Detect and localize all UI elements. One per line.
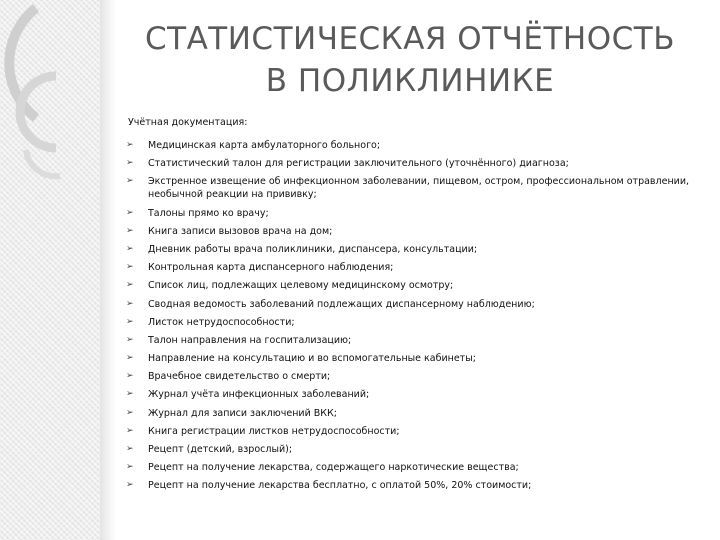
list-item: [126, 261, 711, 274]
list-item-text: Рецепт на получение лекарства бесплатно, с оплатой 50%, 20% стоимости;: [148, 480, 532, 492]
decorative-arc-small: [26, 150, 60, 176]
list-item-text: Медицинская карта амбулаторного больного;: [148, 140, 381, 151]
list-item: [126, 425, 711, 438]
list-item-text: Книга регистрации листков нетрудоспособности;: [148, 425, 400, 437]
arrow-bullet-icon: ➢: [126, 298, 134, 309]
list-item: [126, 316, 711, 329]
list-item-text: Журнал для записи заключений ВКК;: [148, 407, 337, 419]
list-item-text: Рецепт (детский, взрослый);: [148, 444, 293, 455]
list-item: [126, 225, 711, 238]
arrow-bullet-icon: ➢: [126, 158, 134, 169]
list-item-text: Талон направления на госпитализацию;: [148, 334, 352, 346]
list-item: [126, 479, 711, 492]
list-item: [126, 388, 711, 401]
list-item: [126, 279, 711, 292]
list-item: [126, 175, 711, 201]
list-item-text: Контрольная карта диспансерного наблюдения;: [148, 262, 394, 274]
list-item-text: Врачебное свидетельство о смерти;: [148, 371, 331, 383]
arrow-bullet-icon: ➢: [126, 207, 134, 218]
arrow-bullet-icon: ➢: [126, 462, 134, 473]
list-item-text: Талоны прямо ко врачу;: [148, 207, 269, 219]
list-item: [126, 157, 711, 170]
arrow-bullet-icon: ➢: [126, 353, 134, 364]
list-item-text: Сводная ведомость заболеваний подлежащих диспансерному наблюдению;: [148, 298, 535, 310]
list-item: [126, 334, 711, 347]
arrow-bullet-icon: ➢: [126, 334, 134, 345]
arrow-bullet-icon: ➢: [126, 280, 134, 291]
list-item: [126, 298, 711, 311]
list-item: [126, 443, 711, 456]
list-item: [126, 243, 711, 256]
arrow-bullet-icon: ➢: [126, 407, 134, 418]
list-item-text: Дневник работы врача поликлиники, диспансера, консультации;: [148, 243, 478, 255]
list-item: [126, 407, 711, 420]
list-item-text: Листок нетрудоспособности;: [148, 316, 295, 328]
list-item: [126, 461, 711, 474]
list-item-text: Список лиц, подлежащих целевому медицинскому осмотру;: [148, 280, 454, 292]
arrow-bullet-icon: ➢: [126, 444, 134, 454]
documentation-list: [126, 139, 711, 498]
arrow-bullet-icon: ➢: [126, 262, 134, 273]
arrow-bullet-icon: ➢: [126, 371, 134, 382]
arrow-bullet-icon: ➢: [126, 425, 134, 436]
list-item: [126, 207, 711, 220]
slide-title-line-1: СТАТИСТИЧЕСКАЯ ОТЧЁТНОСТЬ: [145, 21, 675, 57]
list-item-text: Книга записи вызовов врача на дом;: [148, 225, 333, 237]
arrow-bullet-icon: ➢: [126, 480, 134, 491]
intro-label: Учётная документация:: [128, 117, 248, 128]
list-item-text: Направление на консультацию и во вспомогательные кабинеты;: [148, 353, 476, 365]
list-item-text: Статистический талон для регистрации заключительного (уточнённого) диагноза;: [148, 158, 569, 170]
list-item-text: Рецепт на получение лекарства, содержащего наркотические вещества;: [148, 462, 519, 474]
slide-title-line-2: В ПОЛИКЛИНИКЕ: [265, 63, 555, 99]
list-item: [126, 139, 711, 152]
slide-title: [110, 18, 710, 102]
arrow-bullet-icon: ➢: [126, 389, 134, 400]
arrow-bullet-icon: ➢: [126, 243, 134, 254]
list-item-text: Экстренное извещение об инфекционном заболевании, пищевом, остром, профессиональном отравлении, необычной реакции на прививку;: [148, 176, 690, 201]
arrow-bullet-icon: ➢: [126, 225, 134, 236]
list-item-text: Журнал учёта инфекционных заболеваний;: [148, 389, 370, 401]
list-item: [126, 352, 711, 365]
list-item: [126, 370, 711, 383]
arrow-bullet-icon: ➢: [126, 140, 134, 150]
arrow-bullet-icon: ➢: [126, 316, 134, 327]
arrow-bullet-icon: ➢: [126, 176, 134, 187]
